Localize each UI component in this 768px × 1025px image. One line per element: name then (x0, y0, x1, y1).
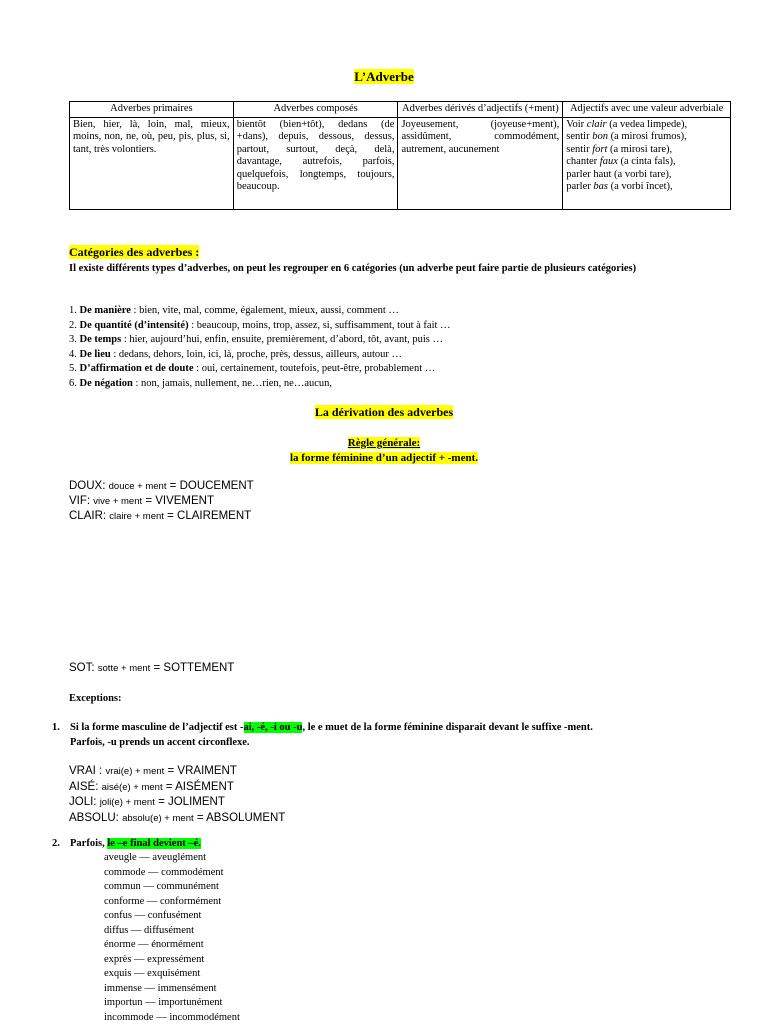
exception-1: 1. Si la forme masculine de l’adjectif est -ai, -é, -i ou -u, le e muet de la forme féminine disparait devant le suffixe -ment. Parfois, -u prends un accent circonflexe. (52, 720, 593, 750)
list-item: commun — communément (104, 880, 240, 895)
list-item: 3. De temps : hier, aujourd’hui, enfin, ensuite, premièrement, d’abord, tôt, avant, puis … (69, 333, 451, 348)
list-item: VRAI : vrai(e) + ment = VRAIMENT (69, 764, 285, 780)
list-item: DOUX: douce + ment = DOUCEMENT (69, 479, 254, 494)
examples-list (69, 479, 254, 524)
rule-text: la forme féminine d’un adjectif + -ment. (0, 451, 768, 466)
list-item: VIF: vive + ment = VIVEMENT (69, 494, 254, 509)
table-cell-derives: Joyeusement, (joyeuse+ment), assidûment, commodément, autrement, aucunement (398, 117, 563, 209)
list-item: Voir clair (a vedea limpede), (566, 119, 727, 132)
rule-block (0, 436, 768, 466)
exceptions-heading: Exceptions: (69, 693, 122, 704)
list-item: JOLI: joli(e) + ment = JOLIMENT (69, 795, 285, 811)
list-item: aveugle — aveuglément (104, 851, 240, 866)
table-header: Adverbes primaires (70, 102, 234, 118)
categories-list (69, 304, 451, 391)
table-cell-composes: bientôt (bien+tôt), dedans (de +dans), depuis, dessous, dessus, partout, surtout, deçà, delà, davantage, autrefois, parfois, quelquefois, longtemps, toujours, beaucoup. (233, 117, 398, 209)
categories-heading: Catégories des adverbes : (69, 245, 199, 260)
list-item: parler haut (a vorbi tare), (566, 169, 727, 182)
table-cell-adjectifs (563, 117, 731, 209)
list-item: exquis — exquisément (104, 967, 240, 982)
list-item: importun — importunément (104, 996, 240, 1011)
list-item: 2. De quantité (d’intensité) : beaucoup, moins, trop, assez, si, suffisamment, tout à fait … (69, 319, 451, 334)
list-item: 5. D’affirmation et de doute : oui, certainement, toutefois, peut-être, probablement … (69, 362, 451, 377)
list-item: parler bas (a vorbi încet), (566, 181, 727, 194)
list-item: confus — confusément (104, 909, 240, 924)
list-item: incommode — incommodément (104, 1011, 240, 1025)
list-item: AISÉ: aisé(e) + ment = AISÉMENT (69, 780, 285, 796)
table-header-row (70, 102, 731, 118)
table-header: Adverbes dérivés d’adjectifs (+ment) (398, 102, 563, 118)
table-header: Adjectifs avec une valeur adverbiale (563, 102, 731, 118)
page-title-text: L’Adverbe (354, 69, 413, 84)
list-item: commode — commodément (104, 866, 240, 881)
list-item: exprès — expressément (104, 953, 240, 968)
list-item: 6. De négation : non, jamais, nullement, ne…rien, ne…aucun, (69, 377, 451, 392)
exception-2: 2. Parfois, le –e final devient –é. (52, 838, 201, 849)
examples-list-2 (69, 764, 285, 826)
table-header: Adverbes composés (233, 102, 398, 118)
list-item: chanter faux (a cinta fals), (566, 156, 727, 169)
rule-title: Règle générale: (0, 436, 768, 451)
list-item: 4. De lieu : dedans, dehors, loin, ici, là, proche, près, dessus, ailleurs, autour … (69, 348, 451, 363)
derivation-heading: La dérivation des adverbes (0, 405, 768, 420)
list-item: CLAIR: claire + ment = CLAIREMENT (69, 509, 254, 524)
example-sot: SOT: sotte + ment = SOTTEMENT (69, 662, 234, 674)
list-item: 1. De manière : bien, vite, mal, comme, également, mieux, aussi, comment … (69, 304, 451, 319)
list-item: immense — immensément (104, 982, 240, 997)
list-item: sentir bon (a mirosi frumos), (566, 131, 727, 144)
list-item: énorme — énormément (104, 938, 240, 953)
list-item: sentir fort (a mirosi tare), (566, 144, 727, 157)
page-title (0, 69, 768, 85)
list-item: ABSOLU: absolu(e) + ment = ABSOLUMENT (69, 811, 285, 827)
adverb-pairs-list (104, 851, 240, 1025)
list-item: diffus — diffusément (104, 924, 240, 939)
categories-intro: Il existe différents types d’adverbes, on peut les regrouper en 6 catégories (un adverbe peut faire partie de plusieurs catégories) (69, 262, 731, 275)
table-cell-primaires: Bien, hier, là, loin, mal, mieux, moins, non, ne, où, peu, pis, plus, si, tant, très volontiers. (70, 117, 234, 209)
list-item: conforme — conformément (104, 895, 240, 910)
adverb-table (69, 101, 731, 210)
table-row (70, 117, 731, 209)
